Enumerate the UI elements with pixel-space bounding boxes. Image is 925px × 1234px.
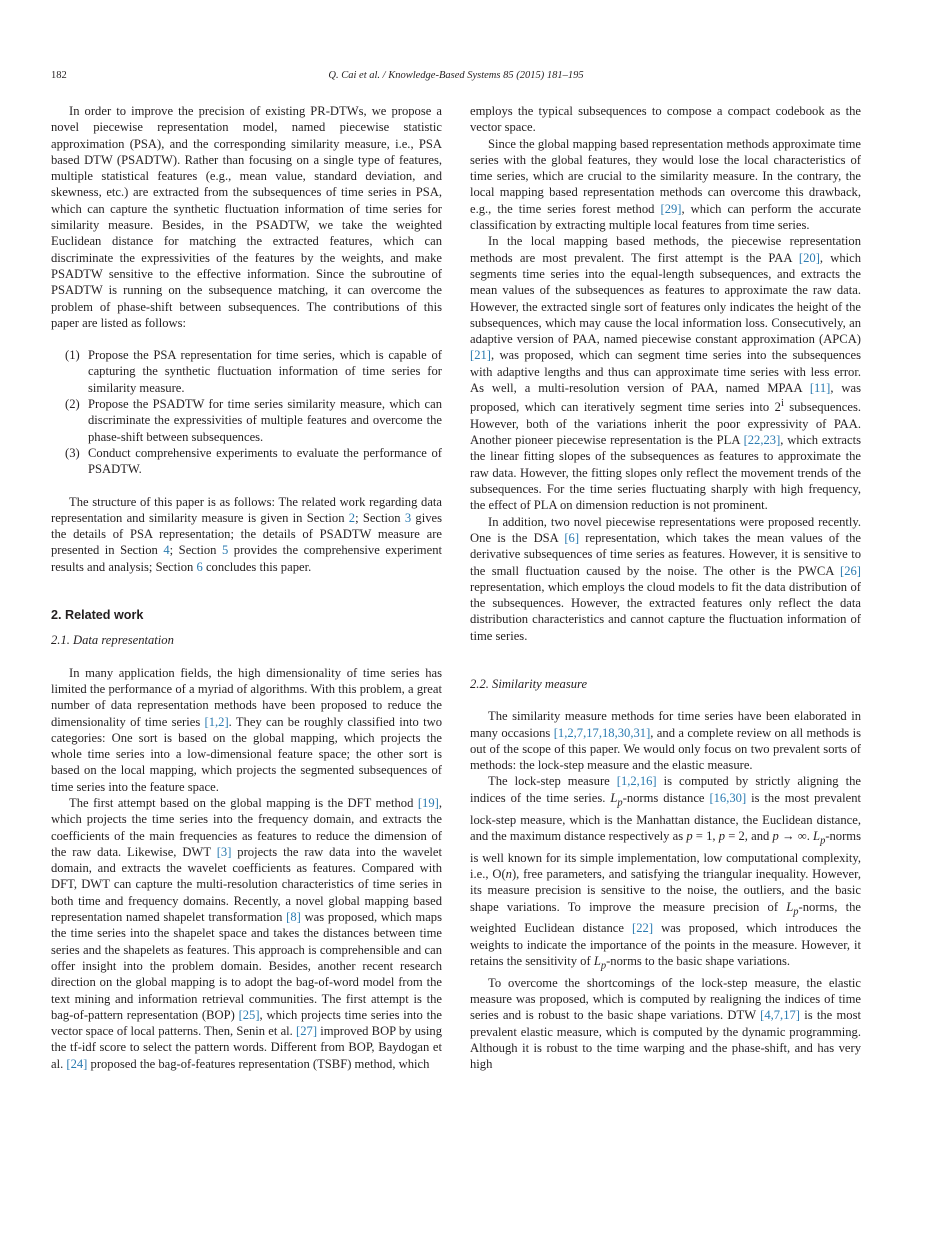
citation-link[interactable]: [24] bbox=[66, 1056, 88, 1071]
section-link[interactable]: 5 bbox=[221, 543, 229, 558]
journal-citation: Q. Cai et al. / Knowledge-Based Systems 85 (2015) 181–195 bbox=[328, 70, 584, 81]
section-link[interactable]: 6 bbox=[196, 559, 203, 574]
list-item: (2) Propose the PSADTW for time series similarity measure, which can discriminate the expressivities of multiple features and overcome the phase-shift between subsequences. bbox=[65, 397, 442, 444]
right-column bbox=[470, 103, 861, 1073]
citation-link[interactable]: [1,2,7,17,18,30,31] bbox=[553, 725, 651, 740]
citation-link[interactable]: [3] bbox=[216, 844, 232, 859]
continued-paragraph: employs the typical subsequences to compose a compact codebook as the vector space. bbox=[470, 104, 861, 135]
section-heading: 2. Related work bbox=[51, 608, 144, 623]
citation-link[interactable]: [8] bbox=[286, 910, 301, 925]
citation-link[interactable]: [25] bbox=[238, 1007, 260, 1022]
citation-link[interactable]: [22] bbox=[632, 921, 654, 936]
citation-link[interactable]: [1,2] bbox=[204, 714, 229, 729]
body-paragraph: The lock-step measure [1,2,16] is computed by strictly aligning the indices of the time series. $L_p$-norms distance [16,30] is the most prevalent lock-step measure, which is the Manhattan distance, the Euclidean distance, and the maximum distance respectively as p = 1, p = 2, and p → ∞. $L_p$-norms is well known for its simple implementation, low computational complexity, i.e., O(n), free parameters, and satisfying the triangular inequality. However, its measure precision is sensitive to the noise, the outliers, and the basic shape variations. To improve the measure precision of $L_p$-norms, the weighted Euclidean distance [22] was proposed, which introduces the weights to indicate the importance of the points in the measure. However, it retains the sensitivity of $L_p$-norms to the basic shape variations. bbox=[470, 774, 861, 972]
body-paragraph: Since the global mapping based representation methods approximate time series with the global features, they would lose the local characteristics of time series, which are crucial to the similarity measure. In the contrary, the local mapping based representation methods can overcome this drawback, e.g., the time series forest method [29], which can perform the accurate classification by extracting multiple local features from time series. bbox=[470, 136, 861, 233]
list-item: (3) Conduct comprehensive experiments to evaluate the performance of PSADTW. bbox=[65, 445, 442, 477]
section-link[interactable]: 2 bbox=[348, 510, 356, 525]
body-paragraph: The similarity measure methods for time series have been elaborated in many occasions [1,2,7,17,18,30,31], and a complete review on all methods is out of the scope of this paper. We would only focus on two prevalent sorts of methods: the lock-step measure and the elastic measure. bbox=[470, 709, 861, 773]
body-paragraph: In many application fields, the high dimensionality of time series has limited the performance of a myriad of algorithms. With this problem, a great number of data representation methods have been proposed to reduce the dimensionality of time series [1,2]. They can be roughly classified into two categories: One sort is based on the global mapping, which projects the whole time series into a low-dimensional feature space; the other sort is based on the local mapping, which projects the segmented subsequences of time series into the feature space. bbox=[51, 665, 443, 794]
citation-link[interactable]: [16,30] bbox=[709, 790, 747, 805]
section-link[interactable]: 4 bbox=[163, 543, 170, 558]
subsection-heading: 2.2. Similarity measure bbox=[470, 676, 588, 691]
citation-link[interactable]: [11] bbox=[809, 381, 831, 396]
citation-link[interactable]: [29] bbox=[660, 201, 682, 216]
citation-link[interactable]: [21] bbox=[470, 348, 491, 363]
list-item: (1) Propose the PSA representation for time series, which is capable of capturing the synthetic fluctuation information of time series for similarity measure. bbox=[65, 348, 442, 395]
citation-link[interactable]: [22,23] bbox=[743, 433, 781, 448]
citation-link[interactable]: [4,7,17] bbox=[760, 1008, 800, 1023]
citation-link[interactable]: [1,2,16] bbox=[616, 774, 657, 789]
body-paragraph: The first attempt based on the global mapping is the DFT method [19], which projects the time series into the frequency domain, and extracts the coefficients of the main frequencies as features to reduce the dimension of the raw data. Likewise, DWT [3] projects the raw data into the wavelet domain, and extracts the wavelet coefficients as features. Compared with DFT, DWT can capture the multi-resolution characteristics of time series in both time and frequency domains. Recently, a novel global mapping based representation named shapelet transformation [8] was proposed, which maps the time series into the shapelet space and takes the distances between time series and the shapelets as features. This approach is comprehensible and can offer insight into the problem domain. Besides, another recent research direction on the global mapping is to adopt the bag-of-word model from the text mining and information retrieval communities. The first attempt is the bag-of-pattern representation (BOP) [25], which projects time series into the vector space of local patterns. Then, Senin et al. [27] improved BOP by using the tf-idf score to select the pattern words. Different from BOP, Baydogan et al. [24] proposed the bag-of-features representation (TSBF) method, which bbox=[51, 795, 443, 1071]
intro-paragraph: In order to improve the precision of existing PR-DTWs, we propose a novel piecewise representation model, named piecewise statistic approximation (PSA), and the corresponding similarity measure, i.e., PSA based DTW (PSADTW). Rather than focusing on a single type of features, multiple statistical features (e.g., mean value, standard deviation, and skewness, etc.) are extracted from the subsequences of time series in PSA, which can capture the synthetic fluctuation information of time series for similarity measure. Besides, in the PSADTW, we take the weighted Euclidean distance for matching the extracted features, which can discriminate the expressivities of the features by the weights, and make PSADTW sensitive to the effective information. Since the subroutine of PSADTW is running on the subsequence matching, it can overcome the problem of phase-shift between subsequences. The contributions of this paper are listed as follows: bbox=[51, 104, 442, 330]
running-header bbox=[51, 70, 861, 86]
citation-link[interactable]: [26] bbox=[840, 563, 861, 578]
citation-link[interactable]: [19] bbox=[417, 795, 439, 810]
left-column bbox=[51, 103, 442, 1072]
body-paragraph: To overcome the shortcomings of the lock-step measure, the elastic measure was proposed, which is computed by realigning the indices of time series and is robust to the basic shape variations. DTW [4,7,17] is the most prevalent elastic measure, which is computed by the dynamic programming. Although it is robust to the time warping and the phase-shift, and has very high bbox=[470, 975, 861, 1072]
citation-link[interactable]: [20] bbox=[798, 250, 820, 265]
page-number: 182 bbox=[51, 70, 67, 81]
citation-link[interactable]: [27] bbox=[296, 1024, 318, 1039]
contributions-list bbox=[51, 347, 442, 477]
structure-paragraph: The structure of this paper is as follows: The related work regarding data representation and similarity measure is given in Section 2; Section 3 gives the details of PSA representation; the details of PSADTW measure are presented in Section 4; Section 5 provides the comprehensive experiment results and analysis; Section 6 concludes this paper. bbox=[51, 494, 442, 574]
body-paragraph: In the local mapping based methods, the piecewise representation methods are most prevalent. The first attempt is the PAA [20], which segments time series into the equal-length subsequences, and extracts the mean values of the subsequences as features to approximate the raw data. However, the extracted single sort of features only indicates the height of the subsequences, which may cause the local information loss. Consecutively, an adaptive version of PAA, named piecewise constant approximation (APCA) [21], was proposed, which can segment time series into the subsequences with adaptive lengths and thus can approximate time series with less error. As well, a multi-resolution version of PAA, named MPAA [11], was proposed, which can iteratively segment time series into 2$^i$ subsequences. However, both of the variations inherit the poor expressivity of PAA. Another pioneer piecewise representation is the PLA [22,23], which extracts the linear fitting slopes of the subsequences as features to approximate the raw data. However, the fitting slopes only reflect the movement trends of the subsequences. For the time series fluctuating sharply with high frequency, the effect of PLA on dimension reduction is not prominent. bbox=[470, 234, 861, 513]
section-link[interactable]: 3 bbox=[404, 510, 412, 525]
body-paragraph: In addition, two novel piecewise representations were proposed recently. One is the DSA [6] representation, which takes the mean values of the derivative subsequences of time series as features. However, it is sensitive to the small fluctuation caused by the noise. The other is the PWCA [26] representation, which employs the cloud models to fit the data distribution of the subsequences. However, the extracted features only reflect the data distribution characteristics and cannot capture the fluctuation information of time series. bbox=[470, 514, 862, 643]
citation-link[interactable]: [6] bbox=[564, 530, 580, 545]
subsection-heading: 2.1. Data representation bbox=[51, 633, 174, 648]
